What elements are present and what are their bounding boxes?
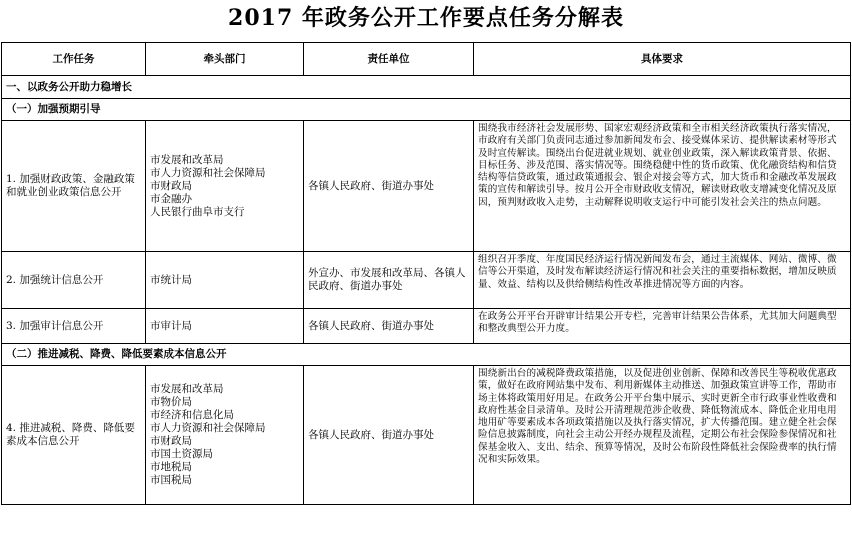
header-responsible-unit: 责任单位 (304, 43, 474, 76)
table-row (2, 309, 851, 344)
task-cell: 3. 加强审计信息公开 (2, 309, 146, 344)
subsection-row (2, 99, 851, 121)
task-cell: 2. 加强统计信息公开 (2, 252, 146, 309)
header-requirements: 具体要求 (474, 43, 851, 76)
table-row (2, 366, 851, 505)
header-row (2, 43, 851, 76)
header-lead-dept: 牵头部门 (146, 43, 304, 76)
subsection-heading: （一）加强预期引导 (2, 99, 851, 121)
requirements-cell: 在政务公开平台开辟审计结果公开专栏，完善审计结果公告体系，尤其加大问题典型和整改典型公开力度。 (474, 309, 851, 344)
header-task: 工作任务 (2, 43, 146, 76)
table-row (2, 252, 851, 309)
task-cell: 1. 加强财政政策、金融政策和就业创业政策信息公开 (2, 121, 146, 252)
responsible-unit-cell: 各镇人民政府、街道办事处 (304, 366, 474, 505)
lead-dept-cell: 市审计局 (146, 309, 304, 344)
subsection-row (2, 344, 851, 366)
requirements-cell: 围绕我市经济社会发展形势、国家宏观经济政策和全市相关经济政策执行落实情况，市政府有关部门负责同志通过参加新闻发布会、接受媒体采访、提供解读素材等形式及时宣传解读。围绕出台促进就业规划、就业创业政策，深入解读政策背景、依据、目标任务、涉及范围、落实情况等。围绕稳健中性的货币政策、优化融资结构和信贷结构等信贷政策，通过政策通报会、银企对接会等方式，加大货币和金融改革发展政策的宣传和解读引导。按月公开全市财政收支情况，解读财政收支增减变化情况及原因，预判财政收入走势，主动解释说明收支运行中可能引发社会关注的热点问题。 (474, 121, 851, 252)
lead-dept-cell: 市发展和改革局 市物价局 市经济和信息化局 市人力资源和社会保障局 市财政局 市国土资源局 市地税局 市国税局 (146, 366, 304, 505)
task-cell: 4. 推进减税、降费、降低要素成本信息公开 (2, 366, 146, 505)
section-row (2, 76, 851, 99)
requirements-cell: 组织召开季度、年度国民经济运行情况新闻发布会，通过主流媒体、网站、微博、微信等公开渠道，及时发布解读经济运行情况和社会关注的重要指标数据，增加反映质量、效益、结构以及供给侧结构性改革推进情况等方面的内容。 (474, 252, 851, 309)
responsible-unit-cell: 各镇人民政府、街道办事处 (304, 309, 474, 344)
task-breakdown-table (1, 42, 851, 505)
responsible-unit-cell: 各镇人民政府、街道办事处 (304, 121, 474, 252)
lead-dept-cell: 市发展和改革局 市人力资源和社会保障局 市财政局 市金融办 人民银行曲阜市支行 (146, 121, 304, 252)
document-title: 2017 年政务公开工作要点任务分解表 (228, 5, 624, 31)
subsection-heading: （二）推进减税、降费、降低要素成本信息公开 (2, 344, 851, 366)
requirements-cell: 围绕新出台的减税降费政策措施，以及促进创业创新、保障和改善民生等税收优惠政策，做好在政府网站集中发布、利用新媒体主动推送、加强政策宣讲等工作，帮助市场主体将政策用好用足。在政务公开平台集中展示、实时更新全市行政事业性收费和政府性基金目录清单。及时公开清理规范涉企收费、降低物流成本、降低企业用电用地用矿等要素成本各项政策措施以及执行落实情况，扩大传播范围。建立健全社会保险信息披露制度，向社会主动公开经办规程及流程，定期公布社会保险参保情况和社保基金收入、支出、结余、预算等情况，及时公布阶段性降低社会保险费率的执行情况和实际效果。 (474, 366, 851, 505)
responsible-unit-cell: 外宣办、市发展和改革局、各镇人民政府、街道办事处 (304, 252, 474, 309)
table-row (2, 121, 851, 252)
lead-dept-cell: 市统计局 (146, 252, 304, 309)
section-heading: 一、以政务公开助力稳增长 (2, 76, 851, 99)
